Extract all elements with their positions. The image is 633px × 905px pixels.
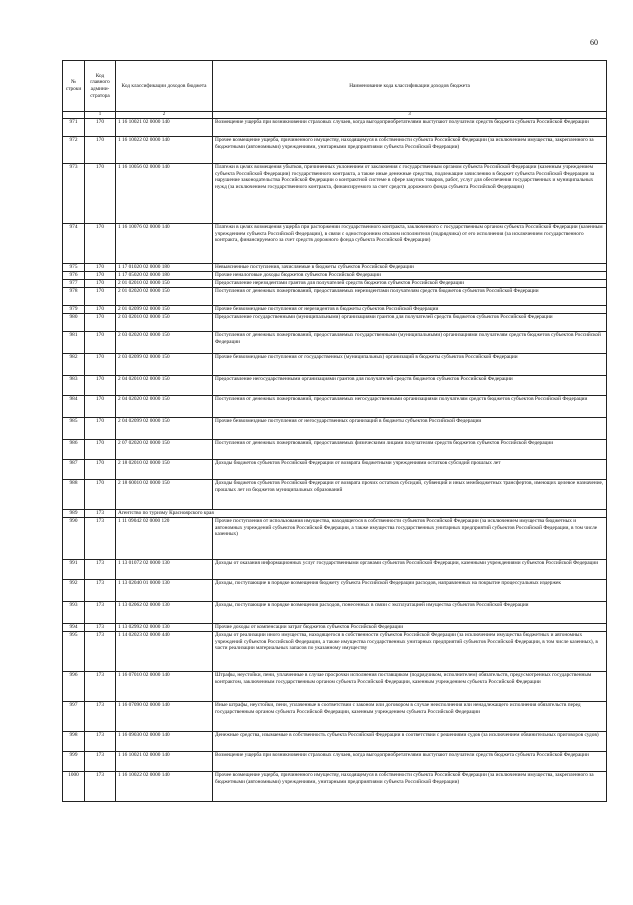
row-number-cell: 983 xyxy=(63,376,85,396)
class-code-cell: 2 04 02020 02 0000 150 xyxy=(116,396,213,418)
class-code-cell: 1 16 10021 02 0000 140 xyxy=(116,119,213,137)
class-code-cell: 2 03 02020 02 0000 150 xyxy=(116,332,213,354)
table-row xyxy=(63,560,607,580)
name-cell: Иные штрафы, неустойки, пени, уплаченные в соответствии с законом или договором в случае неисполнения или ненадлежащего исполнения обязательств перед государственным органом субъекта Российской Федерации, казенным учреждением субъекта Российской Федерации xyxy=(213,702,607,732)
name-cell: Прочие неналоговые доходы бюджетов субъектов Российской Федерации xyxy=(213,272,607,280)
class-code-cell: 2 01 02099 02 0000 150 xyxy=(116,306,213,314)
admin-code-cell: 170 xyxy=(85,280,116,288)
row-number-cell: 992 xyxy=(63,580,85,602)
name-cell: Возмещение ущерба при возникновении страховых случаев, когда выгодоприобретателями выступают получатели средств бюджета субъекта Российской Федерации xyxy=(213,752,607,772)
admin-code-cell: 170 xyxy=(85,354,116,376)
page-number: 60 xyxy=(590,38,598,47)
class-code-cell: 1 16 10022 02 0000 140 xyxy=(116,137,213,164)
name-cell: Доходы бюджетов субъектов Российской Федерации от возврата бюджетными учреждениями остатков субсидий прошлых лет xyxy=(213,460,607,480)
name-cell: Доходы от оказания информационных услуг государственными органами субъектов Российской Федерации, казенными учреждениями субъектов Российской Федерации xyxy=(213,560,607,580)
row-number-cell: 977 xyxy=(63,280,85,288)
table-row xyxy=(63,280,607,288)
class-code-cell: 1 11 09042 02 0000 120 xyxy=(116,518,213,560)
name-cell: Доходы, поступающие в порядке возмещения расходов, понесенных в связи с эксплуатацией имущества субъектов Российской Федерации xyxy=(213,602,607,624)
row-number-cell: 996 xyxy=(63,672,85,702)
row-number-cell: 975 xyxy=(63,264,85,272)
header-name: Наименование кода классификации доходов бюджета xyxy=(213,61,607,112)
class-code-cell: 1 17 05020 02 0000 180 xyxy=(116,272,213,280)
header-admin-code: Код главного админи-стратора xyxy=(85,61,116,112)
row-number-cell: 979 xyxy=(63,306,85,314)
table-row xyxy=(63,732,607,752)
name-cell: Поступления от денежных пожертвований, предоставляемых негосударственными организациями получателям средств бюджетов субъектов Российской Федерации xyxy=(213,396,607,418)
admin-code-cell: 170 xyxy=(85,480,116,510)
table-row xyxy=(63,440,607,460)
admin-code-cell: 170 xyxy=(85,164,116,224)
admin-code-cell: 170 xyxy=(85,332,116,354)
row-number-cell: 981 xyxy=(63,332,85,354)
admin-code-cell: 170 xyxy=(85,314,116,332)
table-row xyxy=(63,332,607,354)
name-cell: Прочие безвозмездные поступления от нерезидентов в бюджеты субъектов Российской Федерации xyxy=(213,306,607,314)
admin-code-cell: 170 xyxy=(85,264,116,272)
table-row xyxy=(63,306,607,314)
name-cell: Прочие безвозмездные поступления от государственных (муниципальных) организаций в бюджеты субъектов Российской Федерации xyxy=(213,354,607,376)
class-code-cell: 1 13 01072 02 0000 130 xyxy=(116,560,213,580)
class-code-cell: 2 04 02099 02 0000 150 xyxy=(116,418,213,440)
table-row xyxy=(63,672,607,702)
table-row xyxy=(63,288,607,306)
row-number-cell: 993 xyxy=(63,602,85,624)
column-index xyxy=(63,112,85,119)
table-row xyxy=(63,264,607,272)
class-code-cell: 1 13 02062 02 0000 130 xyxy=(116,602,213,624)
name-cell: Поступления от денежных пожертвований, предоставляемых государственными (муниципальными) организациями получателям средств бюджетов субъектов Российской Федерации xyxy=(213,332,607,354)
row-number-cell: 971 xyxy=(63,119,85,137)
row-number-cell: 972 xyxy=(63,137,85,164)
admin-code-cell: 173 xyxy=(85,518,116,560)
table-row xyxy=(63,510,607,518)
admin-code-cell: 173 xyxy=(85,510,116,518)
table-row xyxy=(63,354,607,376)
table-row xyxy=(63,624,607,632)
table-row xyxy=(63,376,607,396)
row-number-cell: 973 xyxy=(63,164,85,224)
table-row xyxy=(63,772,607,802)
name-cell: Предоставление нерезидентами грантов для получателей средств бюджетов субъектов Российской Федерации xyxy=(213,280,607,288)
row-number-cell: 997 xyxy=(63,702,85,732)
admin-code-cell: 173 xyxy=(85,732,116,752)
row-number-cell: 976 xyxy=(63,272,85,280)
row-number-cell: 994 xyxy=(63,624,85,632)
row-number-cell: 988 xyxy=(63,480,85,510)
admin-code-cell: 173 xyxy=(85,624,116,632)
name-cell: Прочие безвозмездные поступления от негосударственных организаций в бюджеты субъектов Российской Федерации xyxy=(213,418,607,440)
name-cell: Платежи в целях возмещения ущерба при расторжении государственного контракта, заключенного с государственным органом субъекта Российской Федерации (казенным учреждением субъекта Российской Федерации), в связи с односторонним отказом исполнителя (подрядчика) от его исполнения (за исключением государственного контракта, финансируемого за счет средств дорожного фонда субъекта Российской Федерации) xyxy=(213,224,607,264)
table-row xyxy=(63,752,607,772)
table-row xyxy=(63,518,607,560)
table-row xyxy=(63,224,607,264)
row-number-cell: 974 xyxy=(63,224,85,264)
table-row xyxy=(63,460,607,480)
name-cell: Прочие поступления от использования имущества, находящегося в собственности субъектов Российской Федерации (за исключением имущества бюджетных и автономных учреждений субъектов Российской Федерации, а также имущества государственных унитарных предприятий субъектов Российской Федерации, в том числе казенных) xyxy=(213,518,607,560)
class-code-cell: 1 13 02040 01 0000 130 xyxy=(116,580,213,602)
name-cell: Поступления от денежных пожертвований, предоставляемых физическими лицами получателям средств бюджетов субъектов Российской Федерации xyxy=(213,440,607,460)
admin-code-cell: 173 xyxy=(85,602,116,624)
admin-code-cell: 170 xyxy=(85,396,116,418)
name-cell: Штрафы, неустойки, пени, уплаченные в случае просрочки исполнения поставщиком (подрядчиком, исполнителем) обязательств, предусмотренных государственным контрактом, заключенным государственным органом субъекта Российской Федерации, казенным учреждением субъекта Российской Федерации xyxy=(213,672,607,702)
class-code-cell: 1 17 01020 02 0000 180 xyxy=(116,264,213,272)
row-number-cell: 991 xyxy=(63,560,85,580)
name-cell: Поступления от денежных пожертвований, предоставляемых нерезидентами получателям средств бюджетов субъектов Российской Федерации xyxy=(213,288,607,306)
name-cell: Денежные средства, изымаемые в собственность субъекта Российской Федерации в соответствии с решениями судов (за исключением обвинительных приговоров судов) xyxy=(213,732,607,752)
class-code-cell: 1 16 07010 02 0000 140 xyxy=(116,672,213,702)
row-number-cell: 995 xyxy=(63,632,85,672)
row-number-cell: 989 xyxy=(63,510,85,518)
class-code-cell: 1 16 10076 02 0000 140 xyxy=(116,224,213,264)
class-code-cell: 2 01 02020 02 0000 150 xyxy=(116,288,213,306)
row-number-cell: 980 xyxy=(63,314,85,332)
admin-code-cell: 173 xyxy=(85,632,116,672)
name-cell: Предоставление негосударственными организациями грантов для получателей средств бюджетов субъектов Российской Федерации xyxy=(213,376,607,396)
row-number-cell: 999 xyxy=(63,752,85,772)
name-cell: Возмещение ущерба при возникновении страховых случаев, когда выгодоприобретателями выступают получатели средств бюджета субъекта Российской Федерации xyxy=(213,119,607,137)
admin-code-cell: 170 xyxy=(85,376,116,396)
table-row xyxy=(63,119,607,137)
admin-code-cell: 173 xyxy=(85,672,116,702)
class-code-cell: 1 14 02023 02 0000 440 xyxy=(116,632,213,672)
column-index: 1 xyxy=(85,112,116,119)
class-code-cell: 1 13 02992 02 0000 130 xyxy=(116,624,213,632)
name-cell: Доходы бюджетов субъектов Российской Федерации от возврата прочих остатков субсидий, субвенций и иных межбюджетных трансфертов, имеющих целевое назначение, прошлых лет из бюджетов муниципальных образований xyxy=(213,480,607,510)
row-number-cell: 986 xyxy=(63,440,85,460)
class-code-cell: 2 18 02010 02 0000 150 xyxy=(116,460,213,480)
name-cell: Предоставление государственными (муниципальными) организациями грантов для получателей средств бюджетов субъектов Российской Федерации xyxy=(213,314,607,332)
admin-code-cell: 173 xyxy=(85,752,116,772)
admin-code-cell: 173 xyxy=(85,702,116,732)
admin-code-cell: 170 xyxy=(85,224,116,264)
class-code-cell: 2 07 02020 02 0000 150 xyxy=(116,440,213,460)
name-cell: Доходы от реализации иного имущества, находящегося в собственности субъектов Российской Федерации (за исключением имущества бюджетных и автономных учреждений субъектов Российской Федерации, а также имущества государственных унитарных предприятий субъектов Российской Федерации, в том числе казенных), в части реализации материальных запасов по указанному имуществу xyxy=(213,632,607,672)
name-cell: Платежи в целях возмещения убытков, причиненных уклонением от заключения с государственным органом субъекта Российской Федерации (казенным учреждением субъекта Российской Федерации) государственного контракта, а также иные денежные средства, подлежащие зачислению в бюджет субъекта Российской Федерации за нарушение законодательства Российской Федерации о контрактной системе в сфере закупок товаров, работ, услуг для обеспечения государственных и муниципальных нужд (за исключением государственного контракта, финансируемого за счет средств дорожного фонда субъекта Российской Федерации) xyxy=(213,164,607,224)
table-row xyxy=(63,480,607,510)
table-row xyxy=(63,702,607,732)
class-code-cell: 2 18 60010 02 0000 150 xyxy=(116,480,213,510)
class-code-cell: 1 16 07090 02 0000 140 xyxy=(116,702,213,732)
admin-code-cell: 173 xyxy=(85,772,116,802)
name-cell: Прочее возмещение ущерба, причиненного имуществу, находящемуся в собственности субъекта Российской Федерации (за исключением имущества, закрепленного за бюджетными (автономными) учреждениями, унитарными предприятиями субъекта Российской Федерации) xyxy=(213,772,607,802)
row-number-cell: 984 xyxy=(63,396,85,418)
section-title-cell: Агентство по туризму Красноярского края xyxy=(116,510,607,518)
name-cell: Доходы, поступающие в порядке возмещения бюджету субъекта Российской Федерации расходов, направленных на покрытие процессуальных издержек xyxy=(213,580,607,602)
table-row xyxy=(63,580,607,602)
admin-code-cell: 170 xyxy=(85,119,116,137)
row-number-cell: 985 xyxy=(63,418,85,440)
class-code-cell: 1 16 10056 02 0000 140 xyxy=(116,164,213,224)
row-number-cell: 978 xyxy=(63,288,85,306)
class-code-cell: 2 04 02010 02 0000 150 xyxy=(116,376,213,396)
admin-code-cell: 173 xyxy=(85,560,116,580)
row-number-cell: 998 xyxy=(63,732,85,752)
class-code-cell: 2 03 02099 02 0000 150 xyxy=(116,354,213,376)
name-cell: Невыясненные поступления, зачисляемые в бюджеты субъектов Российской Федерации xyxy=(213,264,607,272)
admin-code-cell: 170 xyxy=(85,418,116,440)
row-number-cell: 990 xyxy=(63,518,85,560)
class-code-cell: 1 16 10021 02 0000 140 xyxy=(116,752,213,772)
table-row xyxy=(63,602,607,624)
budget-classification-table xyxy=(62,60,607,802)
table-row xyxy=(63,314,607,332)
name-cell: Прочие доходы от компенсации затрат бюджетов субъектов Российской Федерации xyxy=(213,624,607,632)
admin-code-cell: 170 xyxy=(85,460,116,480)
admin-code-cell: 170 xyxy=(85,440,116,460)
table-row xyxy=(63,272,607,280)
admin-code-cell: 170 xyxy=(85,137,116,164)
table-row xyxy=(63,418,607,440)
column-index: 2 xyxy=(116,112,213,119)
admin-code-cell: 170 xyxy=(85,288,116,306)
table-row xyxy=(63,632,607,672)
class-code-cell: 1 16 10022 02 0000 140 xyxy=(116,772,213,802)
table-row xyxy=(63,137,607,164)
header-row-number: № строки xyxy=(63,61,85,112)
admin-code-cell: 170 xyxy=(85,272,116,280)
class-code-cell: 2 01 02010 02 0000 150 xyxy=(116,280,213,288)
column-index: 3 xyxy=(213,112,607,119)
admin-code-cell: 170 xyxy=(85,306,116,314)
table-row xyxy=(63,164,607,224)
row-number-cell: 1000 xyxy=(63,772,85,802)
class-code-cell: 1 16 09030 02 0000 140 xyxy=(116,732,213,752)
row-number-cell: 982 xyxy=(63,354,85,376)
row-number-cell: 987 xyxy=(63,460,85,480)
name-cell: Прочее возмещение ущерба, причиненного имуществу, находящемуся в собственности субъекта Российской Федерации (за исключением имущества, закрепленного за бюджетными (автономными) учреждениями, унитарными предприятиями субъекта Российской Федерации) xyxy=(213,137,607,164)
table-row xyxy=(63,396,607,418)
admin-code-cell: 173 xyxy=(85,580,116,602)
header-class-code: Код классификации доходов бюджета xyxy=(116,61,213,112)
class-code-cell: 2 03 02010 02 0000 150 xyxy=(116,314,213,332)
